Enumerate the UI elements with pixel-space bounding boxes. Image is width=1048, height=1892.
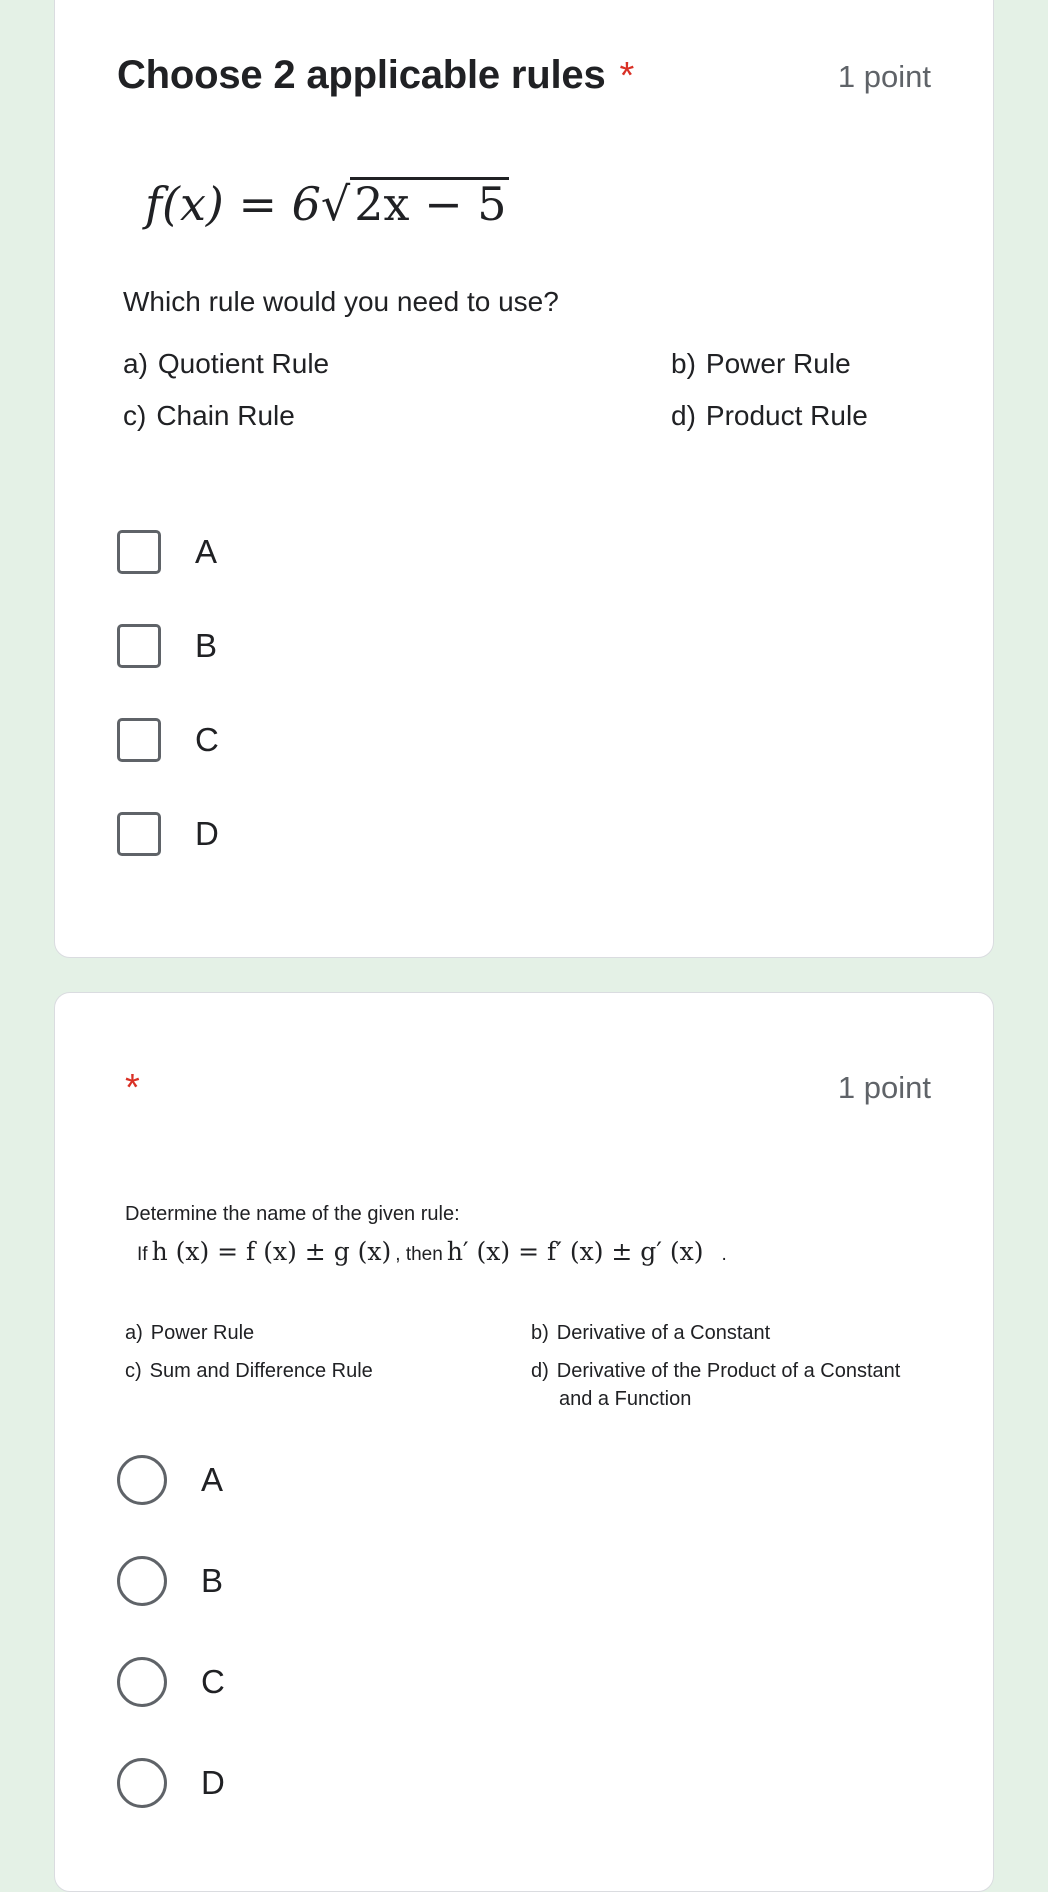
- option-d: [671, 400, 868, 432]
- checkbox-choice-d[interactable]: [117, 809, 219, 859]
- option-c: [125, 1357, 373, 1385]
- option-letter: c): [123, 400, 147, 431]
- option-text: Product Rule: [705, 400, 868, 431]
- points-label: 1 point: [837, 1070, 931, 1105]
- option-text: Derivative of the Product of a Constant: [556, 1360, 901, 1382]
- choice-label: C: [195, 721, 219, 758]
- question-card-1: [54, 0, 994, 958]
- radio-button[interactable]: [117, 1556, 167, 1606]
- option-b: [671, 348, 851, 380]
- choice-label: D: [195, 815, 219, 852]
- option-text: Power Rule: [705, 348, 851, 379]
- checkbox-choice-a[interactable]: [117, 527, 217, 577]
- choice-label: D: [201, 1764, 225, 1801]
- checkbox-choice-b[interactable]: [117, 621, 217, 671]
- option-letter: b): [671, 348, 696, 379]
- option-c: [123, 400, 295, 432]
- rule-formula: [137, 1237, 727, 1266]
- radio-choice-c[interactable]: [117, 1657, 225, 1707]
- option-a: [125, 1319, 254, 1347]
- option-letter: c): [125, 1360, 142, 1382]
- question-title: [117, 53, 634, 98]
- option-letter: d): [671, 400, 696, 431]
- rule-prompt: Determine the name of the given rule:: [125, 1203, 460, 1225]
- rule-expr-1: h (x) = f (x) ± g (x): [151, 1237, 392, 1266]
- option-letter: b): [531, 1322, 549, 1344]
- option-text: Chain Rule: [156, 400, 295, 431]
- option-letter: a): [123, 348, 148, 379]
- radio-button[interactable]: [117, 1657, 167, 1707]
- question-title-text: Choose 2 applicable rules: [117, 53, 606, 97]
- option-a: [123, 348, 329, 380]
- rule-then: , then: [395, 1244, 443, 1265]
- option-letter: a): [125, 1322, 143, 1344]
- radio-choice-a[interactable]: [117, 1455, 223, 1505]
- checkbox[interactable]: [117, 718, 161, 762]
- formula-radicand: 2x − 5: [350, 177, 508, 228]
- option-text: Power Rule: [150, 1322, 255, 1344]
- choice-label: A: [195, 533, 218, 570]
- option-text-continued: and a Function: [559, 1388, 692, 1410]
- rule-if: If: [137, 1244, 148, 1265]
- choice-label: C: [201, 1663, 225, 1700]
- checkbox[interactable]: [117, 530, 161, 574]
- option-text: Quotient Rule: [157, 348, 330, 379]
- radio-button[interactable]: [117, 1455, 167, 1505]
- question-text: Which rule would you need to use?: [123, 286, 559, 317]
- required-asterisk: *: [619, 55, 635, 97]
- option-d: [531, 1357, 900, 1413]
- radio-button[interactable]: [117, 1758, 167, 1808]
- formula-image: [145, 177, 509, 231]
- sqrt-sign: √: [320, 177, 351, 231]
- points-label: 1 point: [837, 59, 931, 94]
- option-text: Sum and Difference Rule: [149, 1360, 373, 1382]
- choice-label: B: [201, 1562, 224, 1599]
- question-card-2: [54, 992, 994, 1892]
- option-text: Derivative of a Constant: [556, 1322, 771, 1344]
- choice-label: B: [195, 627, 218, 664]
- rule-expr-2: h′ (x) = f′ (x) ± g′ (x): [446, 1237, 704, 1266]
- option-b: [531, 1319, 770, 1347]
- radio-choice-b[interactable]: [117, 1556, 223, 1606]
- option-letter: d): [531, 1360, 549, 1382]
- radio-choice-d[interactable]: [117, 1758, 225, 1808]
- checkbox[interactable]: [117, 624, 161, 668]
- checkbox-choice-c[interactable]: [117, 715, 219, 765]
- rule-end: .: [721, 1244, 727, 1265]
- required-asterisk: *: [125, 1067, 140, 1109]
- formula-lhs: f(x) = 6: [145, 177, 321, 231]
- choice-label: A: [201, 1461, 224, 1498]
- checkbox[interactable]: [117, 812, 161, 856]
